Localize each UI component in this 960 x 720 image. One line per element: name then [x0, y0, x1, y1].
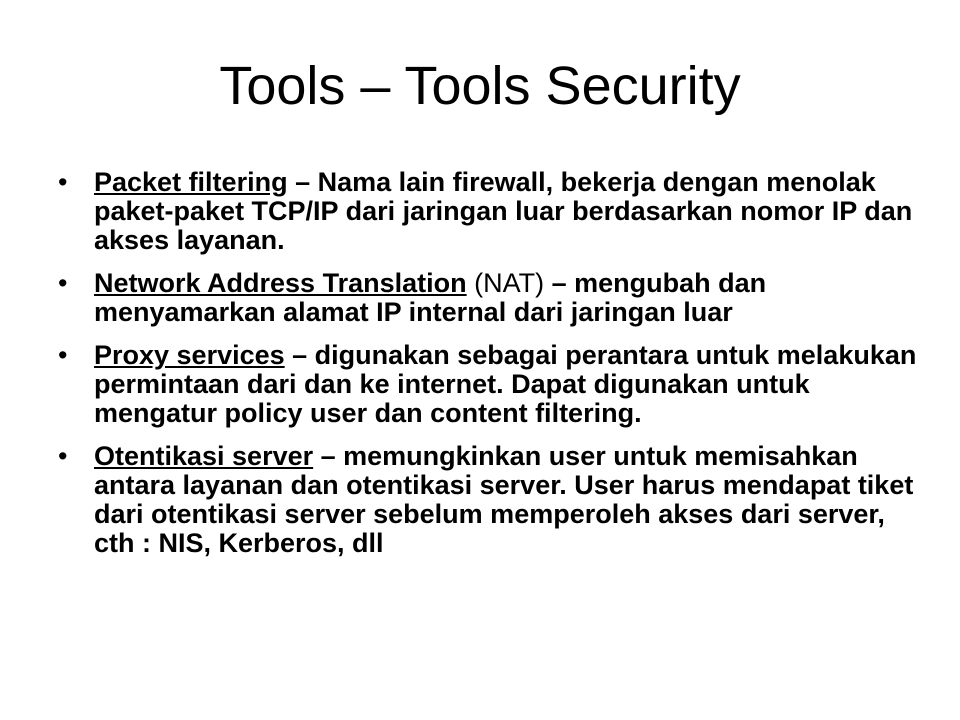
desc-nat: – mengubah dan menyamarkan alamat IP internal dari jaringan luar	[94, 268, 767, 327]
bullet-list	[58, 168, 918, 572]
bullet-icon: •	[58, 268, 68, 298]
slide-title: Tools – Tools Security	[219, 56, 741, 116]
term-otentikasi-server: Otentikasi server	[94, 441, 314, 471]
nat-abbreviation: (NAT)	[466, 268, 545, 298]
bullet-icon: •	[58, 167, 68, 197]
bullet-item-nat	[58, 269, 918, 327]
desc-otentikasi-server: – memungkinkan user untuk memisahkan antara layanan dan otentikasi server. User harus mendapat tiket dari otentikasi server sebelum memperoleh akses dari server, cth : NIS, Kerberos, dll	[94, 441, 914, 558]
bullet-item-packet-filtering	[58, 168, 918, 255]
bullet-icon: •	[58, 340, 68, 370]
term-nat: Network Address Translation	[94, 268, 467, 298]
desc-packet-filtering: – Nama lain firewall, bekerja dengan menolak paket-paket TCP/IP dari jaringan luar berdasarkan nomor IP dan akses layanan.	[94, 167, 913, 255]
desc-proxy-services: – digunakan sebagai perantara untuk melakukan permintaan dari dan ke internet. Dapat digunakan untuk mengatur policy user dan content filtering.	[94, 340, 917, 428]
bullet-icon: •	[58, 441, 68, 471]
term-proxy-services: Proxy services	[94, 340, 285, 370]
bullet-item-proxy-services	[58, 341, 918, 428]
bullet-item-otentikasi-server	[58, 442, 918, 558]
term-packet-filtering: Packet filtering	[94, 167, 288, 197]
